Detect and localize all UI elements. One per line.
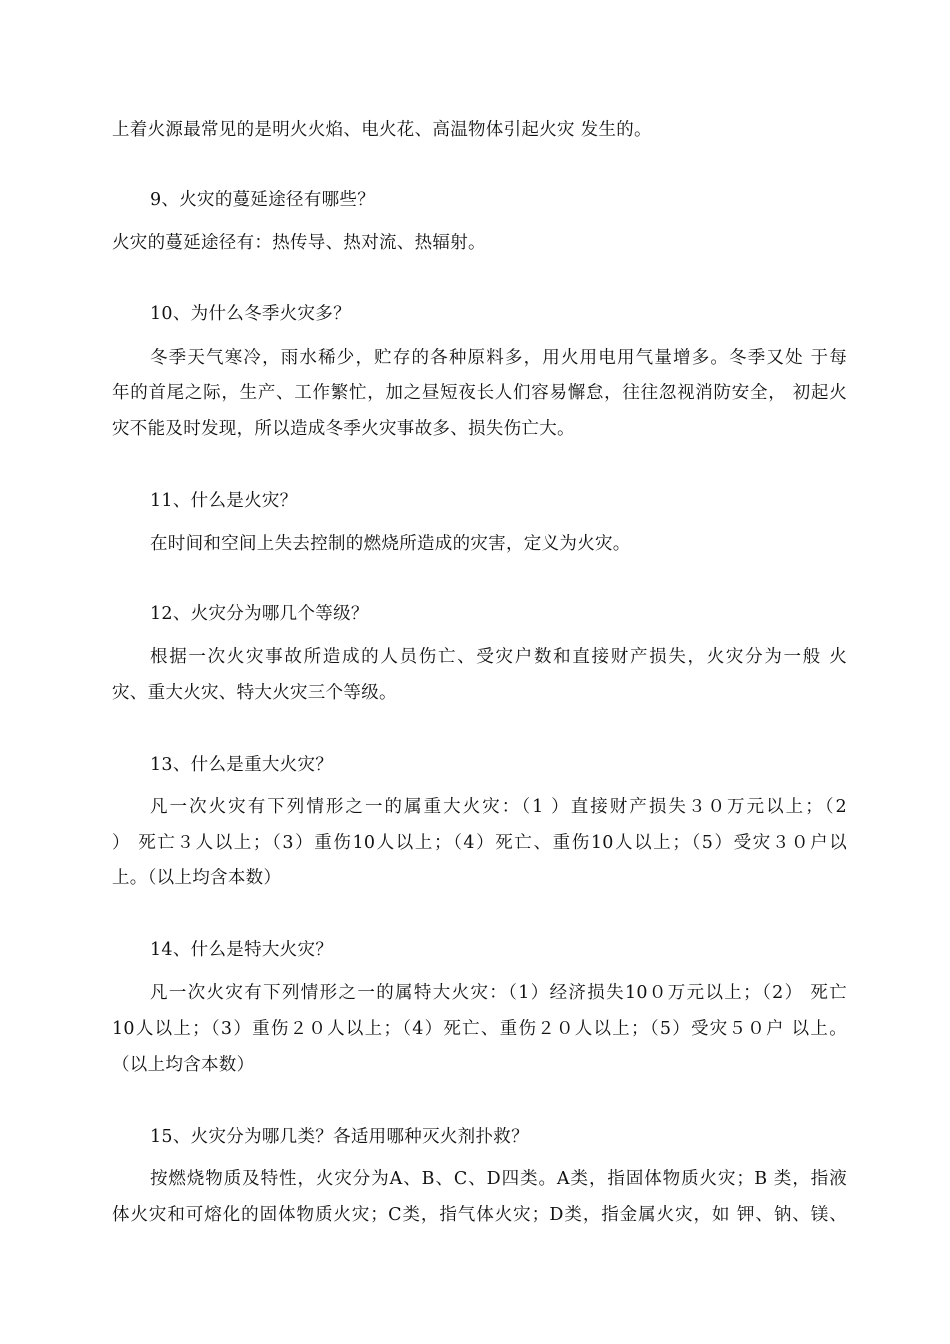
section-13-question: 13、什么是重大火灾？ [150, 755, 334, 775]
section-9-question: 9、火灾的蔓延途径有哪些？ [150, 190, 376, 210]
section-11-question: 11、什么是火灾？ [150, 491, 298, 511]
section-12-answer-line: 灾、重大火灾、特大火灾三个等级。 [112, 683, 397, 703]
intro-line: 上着火源最常见的是明火火焰、电火花、高温物体引起火灾 发生的。 [112, 120, 652, 140]
section-13-answer-line: ） 死亡３人以上；（3）重伤10人以上；（4）死亡、重伤10人以上；（5）受灾３０户以 [112, 833, 847, 853]
section-10-answer-line: 冬季天气寒冷，雨水稀少，贮存的各种原料多，用火用电用气量增多。冬季又处 于每 [150, 348, 847, 368]
section-14-answer-line: 10人以上；（3）重伤２０人以上；（4）死亡、重伤２０人以上；（5）受灾５０户 以上。 [112, 1019, 847, 1039]
section-15-answer-line: 体火灾和可熔化的固体物质火灾；C类，指气体火灾；D类，指金属火灾，如 钾、钠、镁、 [112, 1205, 847, 1225]
section-10-question: 10、为什么冬季火灾多？ [150, 304, 351, 324]
section-13-answer-line: 凡一次火灾有下列情形之一的属重大火灾：（1 ）直接财产损失３０万元以上；（2 [150, 797, 847, 817]
section-9-answer-line: 火灾的蔓延途径有：热传导、热对流、热辐射。 [112, 233, 486, 253]
section-13-answer-line: 上。（以上均含本数） [112, 868, 282, 888]
section-10-answer-line: 灾不能及时发现，所以造成冬季火灾事故多、损失伤亡大。 [112, 419, 575, 439]
section-10-answer-line: 年的首尾之际，生产、工作繁忙，加之昼短夜长人们容易懈怠，往往忽视消防安全， 初起火 [112, 383, 847, 403]
section-14-question: 14、什么是特大火灾？ [150, 940, 334, 960]
section-11-answer-line: 在时间和空间上失去控制的燃烧所造成的灾害，定义为火灾。 [150, 534, 631, 554]
section-15-question: 15、火灾分为哪几类？各适用哪种灭火剂扑救？ [150, 1127, 529, 1147]
section-15-answer-line: 按燃烧物质及特性，火灾分为A、B、C、D四类。A类，指固体物质火灾；B 类，指液 [150, 1169, 847, 1189]
section-14-answer-line: （以上均含本数） [112, 1055, 255, 1075]
section-12-question: 12、火灾分为哪几个等级？ [150, 604, 369, 624]
section-14-answer-line: 凡一次火灾有下列情形之一的属特大火灾：（1）经济损失10０万元以上；（2） 死亡 [150, 983, 847, 1003]
section-12-answer-line: 根据一次火灾事故所造成的人员伤亡、受灾户数和直接财产损失，火灾分为一般 火 [150, 647, 847, 667]
